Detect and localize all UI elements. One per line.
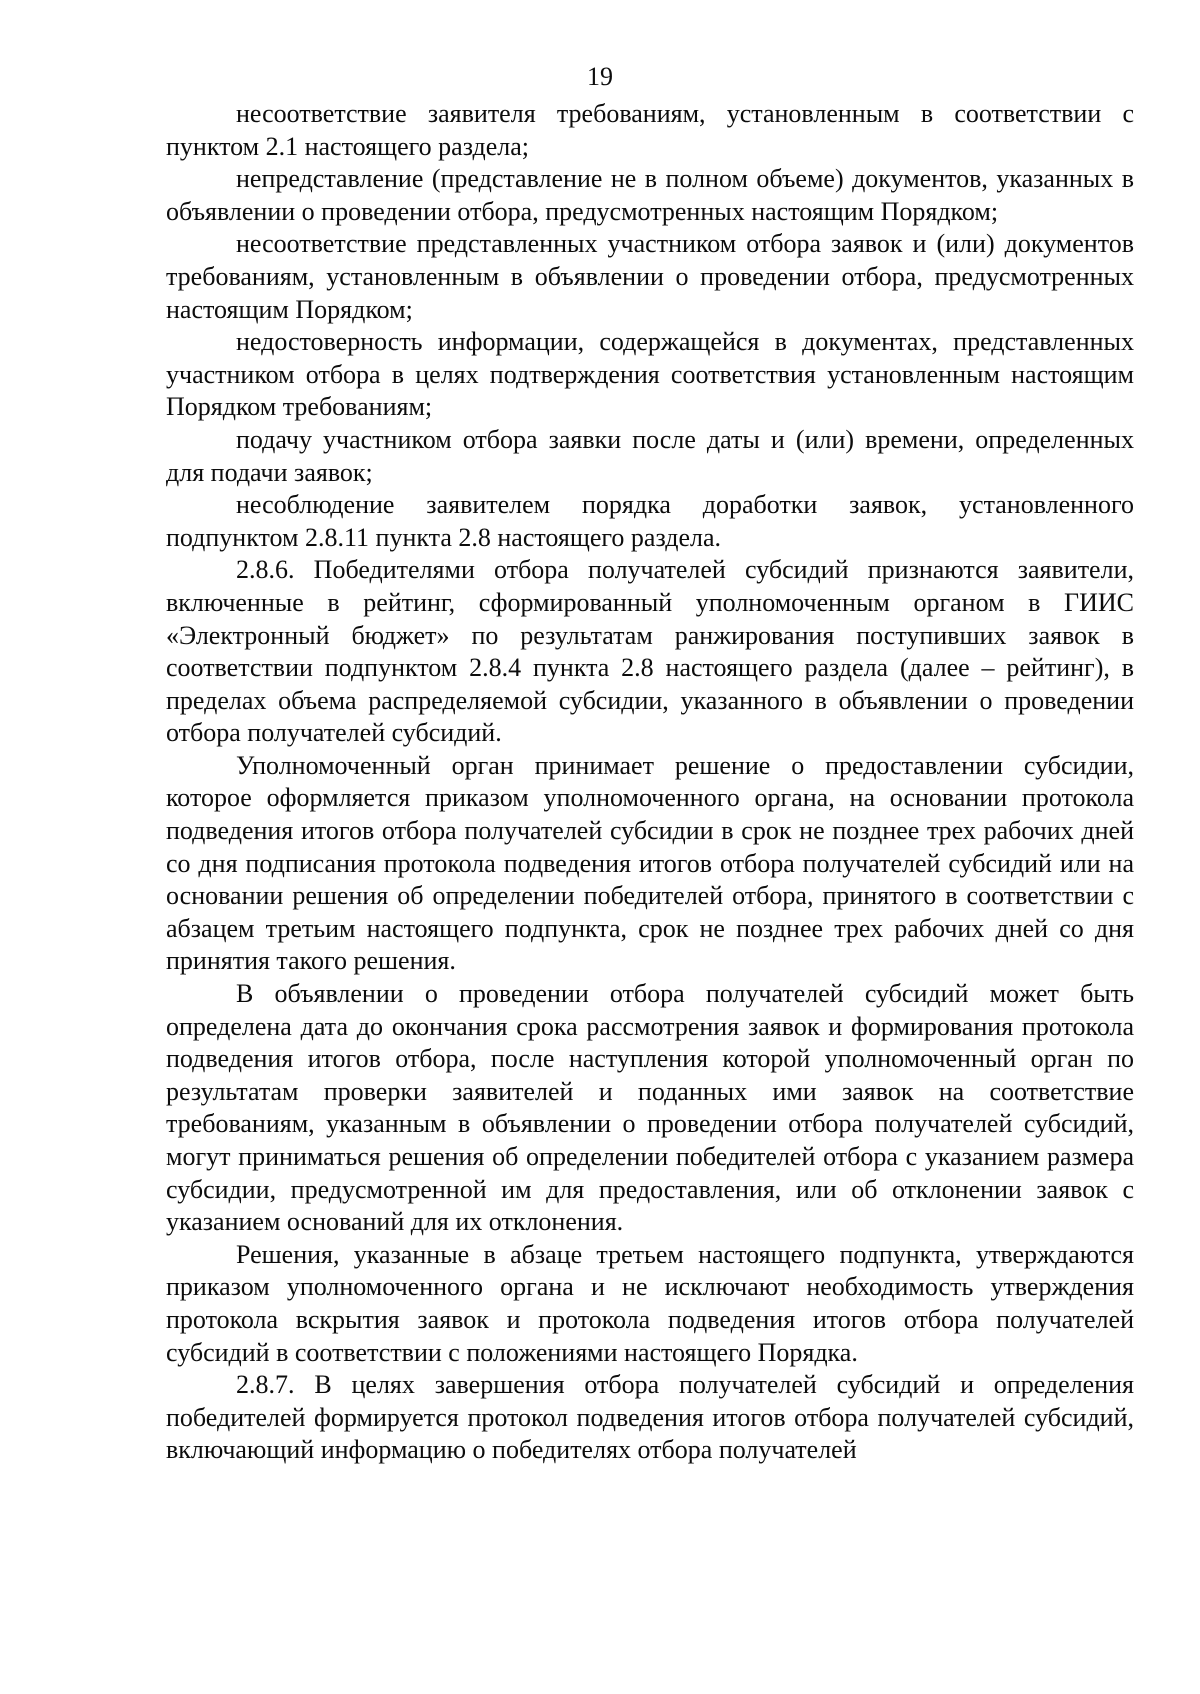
paragraph-11: 2.8.7. В целях завершения отбора получателей субсидий и определения победителей формируется протокол подведения итогов отбора получателей субсидий, включающий информацию о победителях отбора получателей xyxy=(166,1370,1134,1465)
paragraph-9: В объявлении о проведении отбора получателей субсидий может быть определена дата до окончания срока рассмотрения заявок и формирования протокола подведения итогов отбора, после наступления которой уполномоченный орган по результатам проверки заявителей и поданных ими заявок на соответствие требованиям, указанным в объявлении о проведении отбора получателей субсидий, могут приниматься решения об определении победителей отбора с указанием размера субсидии, предусмотренной им для предоставления, или об отклонении заявок с указанием оснований для их отклонения. xyxy=(166,979,1134,1237)
paragraph-8: Уполномоченный орган принимает решение о предоставлении субсидии, которое оформляется приказом уполномоченного органа, на основании протокола подведения итогов отбора получателей субсидии в срок не позднее трех рабочих дней со дня подписания протокола подведения итогов отбора получателей субсидий или на основании решения об определении победителей отбора, принятого в соответствии с абзацем третьим настоящего подпункта, срок не позднее трех рабочих дней со дня принятия такого решения. xyxy=(166,750,1134,976)
document-body xyxy=(166,98,1134,1467)
paragraph-5: подачу участником отбора заявки после даты и (или) времени, определенных для подачи заявок; xyxy=(166,424,1134,487)
page-number: 19 xyxy=(587,62,613,91)
paragraph-4: недостоверность информации, содержащейся в документах, представленных участником отбора в целях подтверждения соответствия установленным настоящим Порядком требованиям; xyxy=(166,327,1134,422)
paragraph-10: Решения, указанные в абзаце третьем настоящего подпункта, утверждаются приказом уполномоченного органа и не исключают необходимость утверждения протокола вскрытия заявок и протокола подведения итогов отбора получателей субсидий в соответствии с положениями настоящего Порядка. xyxy=(166,1239,1134,1367)
paragraph-6: несоблюдение заявителем порядка доработки заявок, установленного подпунктом 2.8.11 пункта 2.8 настоящего раздела. xyxy=(166,490,1134,552)
paragraph-2: непредставление (представление не в полном объеме) документов, указанных в объявлении о проведении отбора, предусмотренных настоящим Порядком; xyxy=(166,164,1134,226)
paragraph-7: 2.8.6. Победителями отбора получателей субсидий признаются заявители, включенные в рейтинг, сформированный уполномоченным органом в ГИИС «Электронный бюджет» по результатам ранжирования поступивших заявок в соответствии подпунктом 2.8.4 пункта 2.8 настоящего раздела (далее – рейтинг), в пределах объема распределяемой субсидии, указанного в объявлении о проведении отбора получателей субсидий. xyxy=(166,555,1134,748)
paragraph-1: несоответствие заявителя требованиям, установленным в соответствии с пунктом 2.1 настоящего раздела; xyxy=(166,99,1134,161)
paragraph-3: несоответствие представленных участником отбора заявок и (или) документов требованиям, установленным в объявлении о проведении отбора, предусмотренных настоящим Порядком; xyxy=(166,229,1134,324)
